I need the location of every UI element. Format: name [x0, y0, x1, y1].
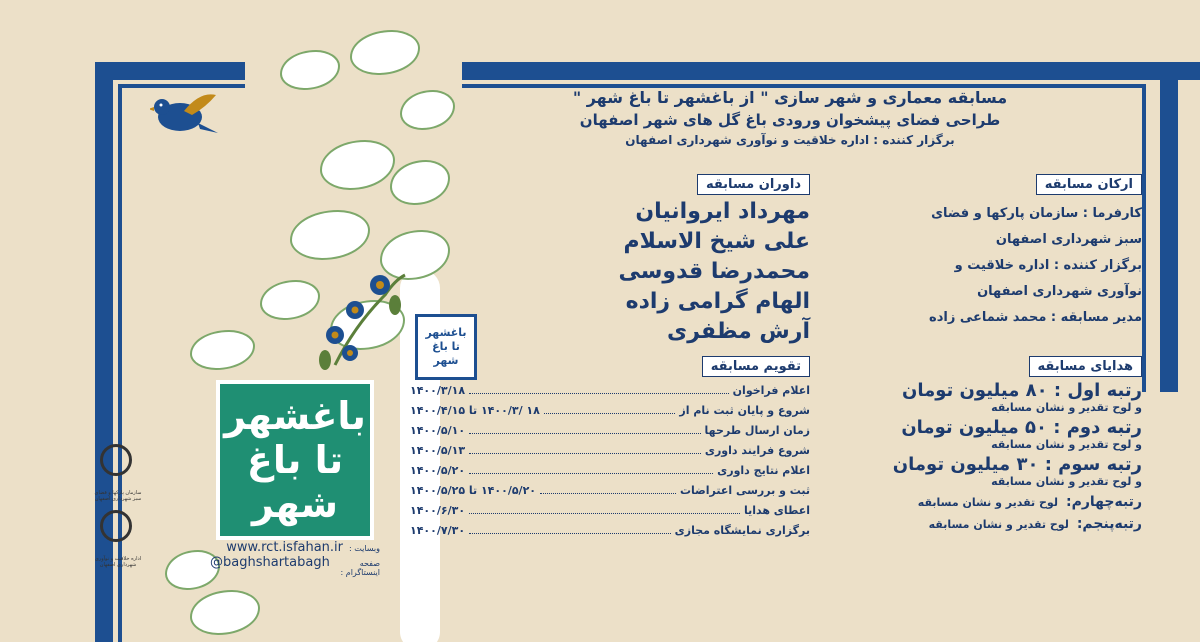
flowers-icon: [315, 265, 410, 375]
leaf: [290, 210, 370, 260]
instagram-link[interactable]: @baghshartabagh: [210, 555, 330, 570]
prize-item-minor: [820, 516, 1142, 532]
prizes-title: هدایای مسابقه: [1029, 356, 1142, 377]
calendar-row: [410, 484, 810, 497]
calendar-event: برگزاری نمایشگاه مجازی: [674, 524, 810, 537]
organizer-line: برگزار کننده : اداره خلاقیت و نوآوری شهرداری اصفهان: [625, 133, 955, 147]
prize-rank: رتبه سوم : ۳۰ میلیون تومان: [892, 454, 1142, 475]
calendar-row: [410, 384, 810, 397]
org2-caption: اداره خلاقیت و نوآوری شهرداری اصفهان: [94, 556, 142, 568]
prize-rank: رتبه دوم : ۵۰ میلیون تومان: [901, 417, 1142, 438]
prize-item: [820, 454, 1142, 488]
small-logo-line: باغشهر: [425, 326, 467, 339]
pillars-line: کارفرما : سازمان پارکها و فضای: [931, 206, 1142, 221]
calendar-row: [410, 424, 810, 437]
calendar-event: زمان ارسال طرحها: [704, 424, 810, 437]
dotted-leader: [469, 473, 713, 474]
dotted-leader: [469, 393, 729, 394]
dotted-leader: [544, 413, 676, 414]
frame-border-right-inner: [1142, 84, 1146, 392]
pillars-line: برگزار کننده : اداره خلاقیت و: [954, 258, 1142, 273]
logo-line-3: شهر: [251, 482, 339, 526]
frame-border-top: [462, 62, 1200, 80]
page-subtitle: طراحی فضای پیشخوان ورودی باغ گل های شهر اصفهان: [579, 111, 1001, 129]
prize-rank: رتبه‌چهارم:: [1065, 494, 1142, 510]
prize-item: [820, 417, 1142, 451]
pillars-title: ارکان مسابقه: [1036, 174, 1142, 195]
small-logo-line: شهر: [433, 354, 459, 367]
calendar-event: ثبت و بررسی اعتراضات: [679, 484, 810, 497]
calendar-row: [410, 504, 810, 517]
calendar-row: [410, 404, 810, 417]
leaf: [400, 90, 455, 130]
calendar-date: ۱۴۰۰/۵/۱۳: [410, 444, 466, 457]
jury-section: [530, 173, 810, 345]
leaf: [190, 590, 260, 635]
prizes-section: [820, 355, 1142, 532]
leaf: [190, 330, 255, 370]
calendar-row: [410, 524, 810, 537]
calendar-event: شروع فرایند داوری: [704, 444, 810, 457]
org1-caption: سازمان پارکها و فضای سبز شهرداری اصفهان: [94, 490, 142, 502]
bird-icon: [150, 85, 220, 140]
pillars-line: سبز شهرداری اصفهان: [995, 232, 1142, 247]
calendar-date: ۱۴۰۰/۶/۳۰: [410, 504, 466, 517]
dotted-leader: [469, 433, 701, 434]
calendar-event: اعلام فراخوان: [732, 384, 810, 397]
pillars-line: مدیر مسابقه : محمد شماعی زاده: [929, 310, 1142, 325]
calendar-date: ۱۴۰۰/۳/۱۸: [410, 384, 466, 397]
logo-line-1: باغشهر: [224, 394, 366, 438]
calendar-date: ۱۴۰۰/۵/۲۰: [410, 464, 466, 477]
parks-organization-logo: [100, 444, 132, 476]
calendar-date: ۱۴۰۰/۵/۱۰: [410, 424, 466, 437]
prize-plaque: لوح تقدیر و نشان مسابقه: [917, 496, 1058, 509]
calendar-title: تقویم مسابقه: [702, 356, 810, 377]
dotted-leader: [469, 533, 671, 534]
competition-logo: [216, 380, 374, 540]
dotted-leader: [469, 453, 701, 454]
leaf: [260, 280, 320, 320]
prize-rank: رتبه اول : ۸۰ میلیون تومان: [901, 380, 1142, 401]
contact-info: [210, 540, 380, 577]
calendar-date: ۱۴۰۰/۷/۳۰: [410, 524, 466, 537]
frame-border-right: [1160, 62, 1178, 392]
prize-plaque: و لوح تقدیر و نشان مسابقه: [991, 438, 1142, 451]
calendar-event: شروع و پایان ثبت نام از: [679, 404, 810, 417]
jury-member: مهرداد ایروانیان: [635, 199, 810, 224]
jury-member: محمدرضا قدوسی: [618, 259, 810, 284]
calendar-event: اعلام نتایج داوری: [717, 464, 810, 477]
prize-item-minor: [820, 494, 1142, 510]
jury-title: داوران مسابقه: [697, 174, 810, 195]
calendar-date: ۱۸ /۱۴۰۰/۳ تا ۱۴۰۰/۴/۱۵: [410, 404, 540, 417]
calendar-event: اعطای هدایا: [743, 504, 810, 517]
leaf: [350, 30, 420, 75]
calendar-row: [410, 464, 810, 477]
dotted-leader: [540, 493, 676, 494]
dotted-leader: [469, 513, 740, 514]
jury-member: الهام گرامی زاده: [625, 289, 810, 314]
jury-member: علی شیخ الاسلام: [623, 229, 810, 254]
prize-plaque: و لوح تقدیر و نشان مسابقه: [991, 401, 1142, 414]
municipality-logo: [100, 510, 132, 542]
logo-line-2: تا باغ: [246, 438, 344, 482]
prize-item: [820, 380, 1142, 414]
leaf: [280, 50, 340, 90]
website-label: وبسایت :: [349, 544, 380, 553]
header: [560, 88, 1020, 147]
small-logo-line: تا باغ: [432, 340, 460, 353]
calendar-row: [410, 444, 810, 457]
calendar-section: [410, 355, 810, 537]
prize-plaque: لوح تقدیر و نشان مسابقه: [928, 518, 1069, 531]
prize-plaque: و لوح تقدیر و نشان مسابقه: [991, 475, 1142, 488]
leaf: [320, 140, 395, 190]
pillars-section: [820, 173, 1142, 325]
page-title: مسابقه معماری و شهر سازی " از باغشهر تا باغ شهر ": [572, 88, 1008, 107]
website-link[interactable]: www.rct.isfahan.ir: [226, 540, 344, 555]
instagram-label: صفحه اینستاگرام :: [340, 559, 380, 577]
pillars-line: نوآوری شهرداری اصفهان: [977, 284, 1142, 299]
jury-member: آرش مظفری: [667, 319, 810, 344]
organization-logos: [92, 440, 144, 590]
calendar-date: ۱۴۰۰/۵/۲۰ تا ۱۴۰۰/۵/۲۵: [410, 484, 537, 497]
leaf: [390, 160, 450, 205]
prize-rank: رتبه‌پنجم:: [1076, 516, 1142, 532]
